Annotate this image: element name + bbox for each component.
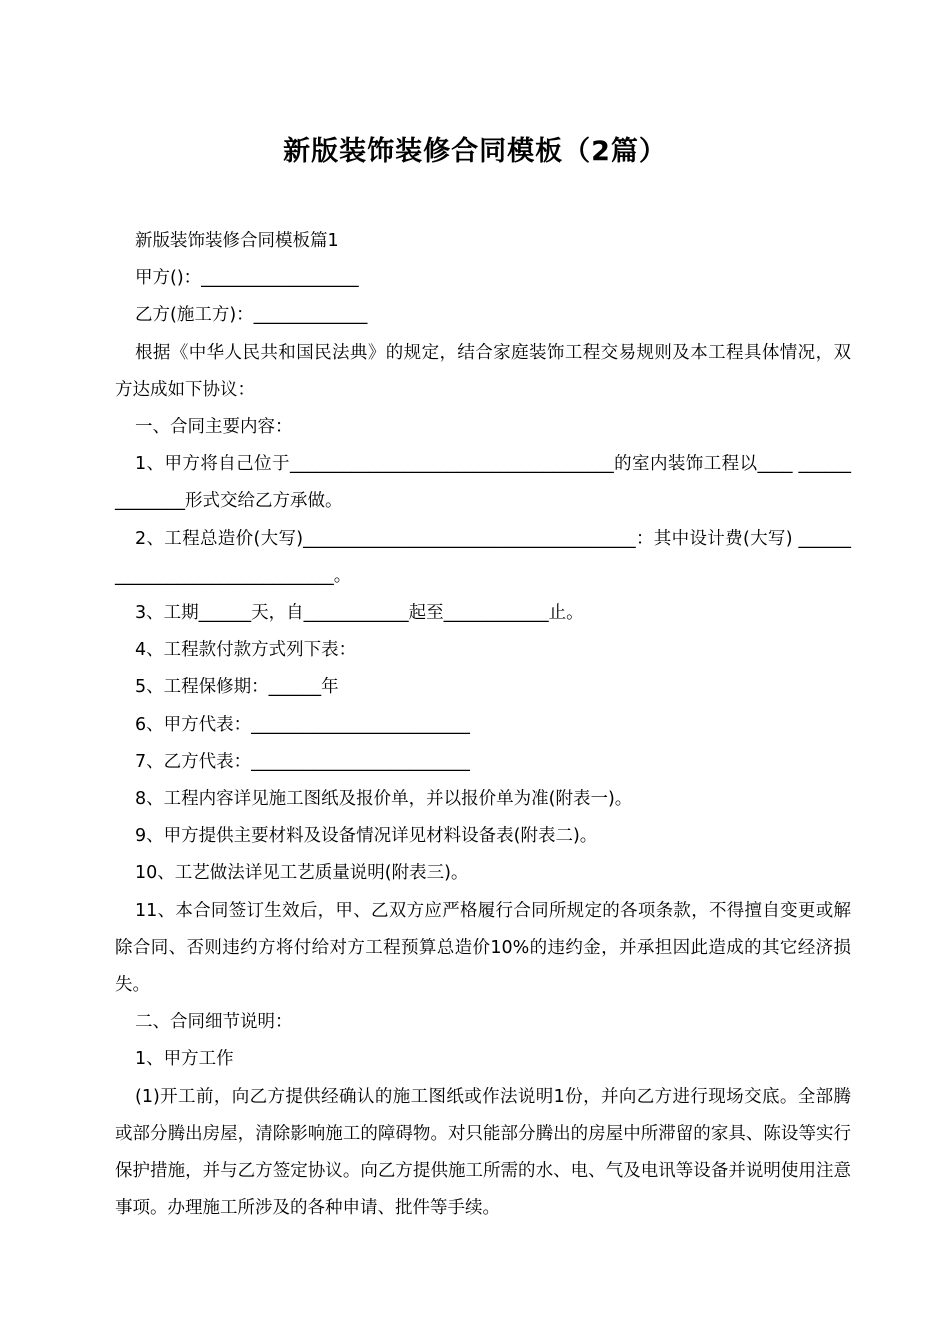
clause-2: 2、工程总造价(大写)______________________________________：其中设计费(大写) _______________________________。 <box>115 528 851 586</box>
section-heading-2: 二、合同细节说明： <box>135 1012 293 1033</box>
clause-8: 8、工程内容详见施工图纸及报价单，并以报价单为准(附表一)。 <box>135 789 633 810</box>
detail-paragraph: (1)开工前，向乙方提供经确认的施工图纸或作法说明1份，并向乙方进行现场交底。全部腾或部分腾出房屋，清除影响施工的障碍物。对只能部分腾出的房屋中所滞留的家具、陈设等实行保护措施，并与乙方签定协议。向乙方提供施工所需的水、电、气及电讯等设备并说明使用注意事项。办理施工所涉及的各种申请、批件等手续。 <box>115 1086 851 1219</box>
party-b-line: 乙方(施工方)：_____________ <box>135 305 368 326</box>
subtitle-paragraph: 新版装饰装修合同模板篇1 <box>135 231 339 251</box>
clause-6: 6、甲方代表：_________________________ <box>135 714 470 735</box>
clause-3: 3、工期______天，自____________起至____________止。 <box>135 603 584 624</box>
clause-1: 1、甲方将自己位于_____________________________________的室内装饰工程以____ ______________形式交给乙方承做。 <box>115 454 851 512</box>
document-body <box>115 223 851 1227</box>
clause-11: 11、本合同签订生效后，甲、乙双方应严格履行合同所规定的各项条款，不得擅自变更或解除合同、否则违约方将付给对方工程预算总造价10%的违约金，并承担因此造成的其它经济损失。 <box>115 900 851 996</box>
clause-10: 10、工艺做法详见工艺质量说明(附表三)。 <box>135 863 469 884</box>
clause-7: 7、乙方代表：_________________________ <box>135 751 470 772</box>
section-heading-1: 一、合同主要内容： <box>135 417 293 438</box>
document-title: 新版装饰装修合同模板（2篇） <box>283 136 667 167</box>
clause-5: 5、工程保修期：______年 <box>135 677 339 698</box>
preamble-paragraph: 根据《中华人民共和国民法典》的规定，结合家庭装饰工程交易规则及本工程具体情况，双方达成如下协议： <box>115 342 851 400</box>
subsection-heading: 1、甲方工作 <box>135 1049 234 1070</box>
clause-4: 4、工程款付款方式列下表： <box>135 640 357 661</box>
clause-9: 9、甲方提供主要材料及设备情况详见材料设备表(附表二)。 <box>135 826 598 847</box>
party-a-line: 甲方()：__________________ <box>135 268 359 289</box>
